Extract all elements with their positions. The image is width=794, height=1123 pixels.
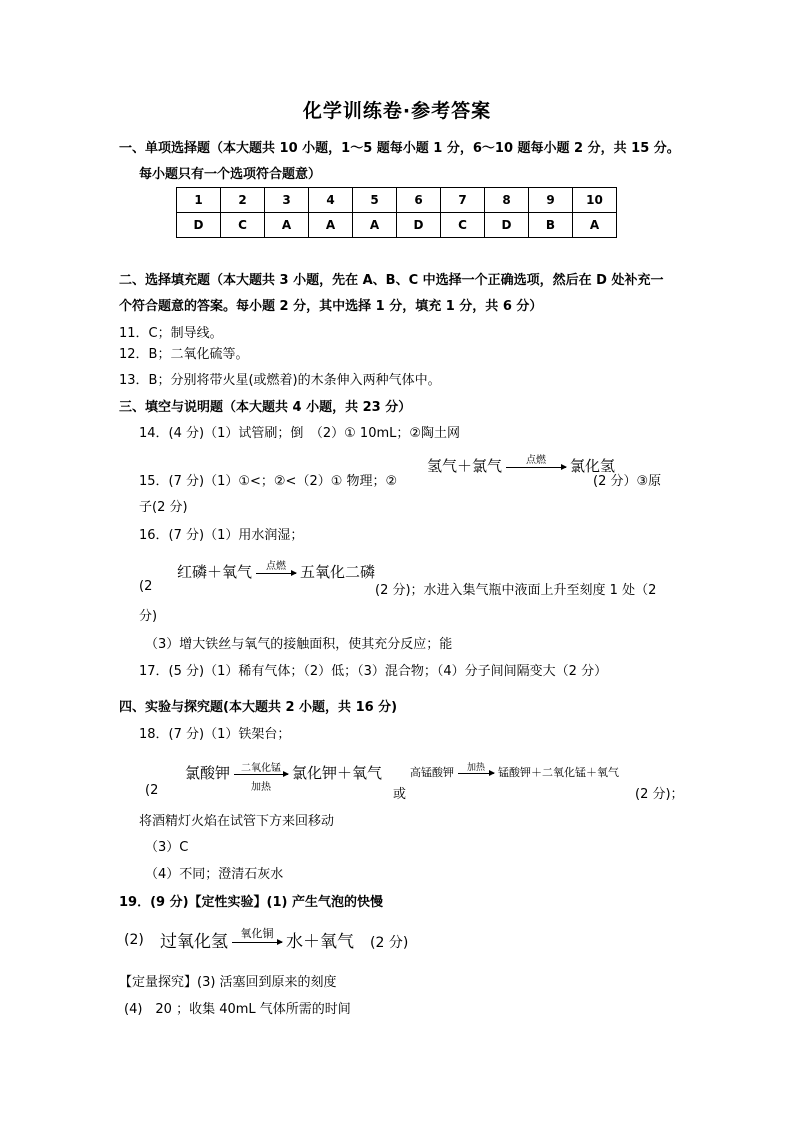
table-cell: 10 <box>573 188 617 213</box>
table-cell: B <box>529 213 573 238</box>
section3-heading: 三、填空与说明题（本大题共 4 小题，共 23 分） <box>119 400 412 415</box>
equation-reactants: 过氧化氢 <box>160 932 228 952</box>
equation-products: 水＋氧气 <box>286 932 354 952</box>
table-cell: 3 <box>265 188 309 213</box>
table-cell: 4 <box>309 188 353 213</box>
equation-reactants: 红磷＋氧气 <box>177 563 253 581</box>
answer-q12: 12．B；二氧化硫等。 <box>119 347 249 362</box>
answer-q19-1: 19．(9 分)【定性实验】(1) 产生气泡的快慢 <box>119 895 383 910</box>
answer-q17: 17．(5 分)（1）稀有气体；（2）低；（3）混合物；（4）分子间间隔变大（2 分） <box>139 664 608 679</box>
equation-q16 <box>177 561 375 582</box>
answer-q11: 11．C；制导线。 <box>119 326 223 341</box>
table-cell: D <box>177 213 221 238</box>
answer-q14: 14．(4 分)（1）试管刷；倒 （2）① 10mL；②陶土网 <box>139 426 461 441</box>
answer-q19-2-prefix: (2) <box>124 932 144 948</box>
table-cell: C <box>221 213 265 238</box>
section1-heading-line2: 每小题只有一个选项符合题意） <box>139 167 322 182</box>
table-cell: 5 <box>353 188 397 213</box>
section4-heading: 四、实验与探究题(本大题共 2 小题，共 16 分) <box>119 700 398 715</box>
equation-q18-a <box>185 762 383 793</box>
answer-q18-1: 18．(7 分)（1）铁架台； <box>139 727 291 742</box>
section2-heading: 二、选择填充题（本大题共 3 小题，先在 A、B、C 中选择一个正确选项，然后在 D 处补充一 <box>119 273 664 288</box>
equation-q18-b <box>410 764 619 780</box>
answer-q19-3: 【定量探究】(3) 活塞回到原来的刻度 <box>119 975 337 990</box>
answer-q19-2-suffix: (2 分) <box>370 935 409 951</box>
answer-q15-part-a: 15．(7 分)（1）①<；②<（2）① 物理；② <box>139 474 398 489</box>
table-cell: 2 <box>221 188 265 213</box>
table-cell: C <box>441 213 485 238</box>
equation-products: 锰酸钾＋二氧化锰＋氧气 <box>498 766 619 779</box>
answer-table-answer-row <box>177 213 617 238</box>
reaction-arrow-icon <box>234 762 288 793</box>
answer-table-number-row <box>177 188 617 213</box>
equation-reactants: 氢气＋氯气 <box>427 457 503 475</box>
table-cell: 6 <box>397 188 441 213</box>
reaction-condition: 点燃 <box>266 560 287 572</box>
equation-reactants: 氯酸钾 <box>185 764 231 782</box>
answer-q16-3: （3）增大铁丝与氧气的接触面积，使其充分反应；能 <box>145 637 453 652</box>
answer-q18-2-suffix: (2 分)； <box>635 787 684 802</box>
equation-reactants: 高锰酸钾 <box>410 766 454 779</box>
table-cell: A <box>309 213 353 238</box>
page-title: 化学训练卷·参考答案 <box>302 100 492 122</box>
equation-q15 <box>427 455 615 476</box>
answer-q16-1: 16．(7 分)（1）用水润湿； <box>139 528 304 543</box>
table-cell: 7 <box>441 188 485 213</box>
equation-products: 氯化钾＋氧气 <box>292 764 383 782</box>
answer-q16-2-suffix: (2 分)；水进入集气瓶中液面上升至刻度 1 处（2 <box>375 583 657 598</box>
answer-q16-2-prefix: (2 <box>139 579 153 594</box>
equation-or-text: 或 <box>393 787 407 802</box>
table-cell: A <box>265 213 309 238</box>
table-cell: D <box>485 213 529 238</box>
equation-products: 五氧化二磷 <box>300 563 376 581</box>
answer-q18-3: （3）C <box>145 840 189 855</box>
table-cell: 8 <box>485 188 529 213</box>
reaction-catalyst: 二氧化锰 <box>241 762 282 774</box>
reaction-arrow-icon <box>458 762 494 774</box>
reaction-arrow-icon <box>232 927 282 943</box>
section2-heading-line2: 个符合题意的答案。每小题 2 分，其中选择 1 分，填充 1 分，共 6 分） <box>119 299 543 314</box>
reaction-arrow-icon <box>256 560 296 574</box>
reaction-catalyst: 氧化铜 <box>240 927 274 940</box>
answer-q13: 13．B；分别将带火星(或燃着)的木条伸入两种气体中。 <box>119 373 441 388</box>
table-cell: 9 <box>529 188 573 213</box>
answer-q16-2-end: 分) <box>139 609 158 624</box>
reaction-condition: 加热 <box>466 762 485 773</box>
answer-q15-part-b: (2 分）③原 <box>593 474 662 489</box>
reaction-condition: 点燃 <box>526 454 547 466</box>
reaction-condition: 加热 <box>251 781 272 793</box>
answer-q19-4: (4) 20 ；收集 40mL 气体所需的时间 <box>124 1002 351 1017</box>
answer-q18-2-prefix: (2 <box>145 783 159 798</box>
table-cell: 1 <box>177 188 221 213</box>
answer-table <box>176 187 617 238</box>
table-cell: A <box>353 213 397 238</box>
table-cell: A <box>573 213 617 238</box>
reaction-arrow-icon <box>506 454 566 468</box>
equation-q19 <box>160 927 354 952</box>
section1-heading: 一、单项选择题（本大题共 10 小题，1～5 题每小题 1 分，6～10 题每小题 2 分，共 15 分。 <box>119 141 680 156</box>
answer-q18-4: （4）不同；澄清石灰水 <box>145 867 284 882</box>
answer-q18-2-line2: 将酒精灯火焰在试管下方来回移动 <box>139 814 335 829</box>
table-cell: D <box>397 213 441 238</box>
equation-products: 氯化氢 <box>570 457 616 475</box>
answer-q15-part-c: 子(2 分) <box>139 500 188 515</box>
